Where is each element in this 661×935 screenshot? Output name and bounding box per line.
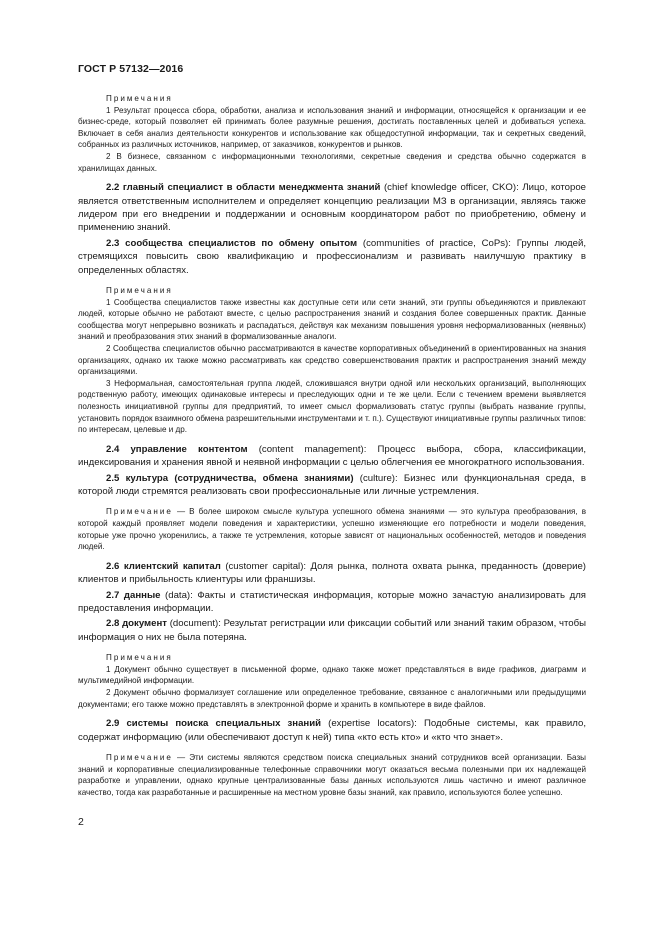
term-definition: (communities of practice, CoPs): Группы людей, стремящихся повысить свою квалификацию и профессионализм и развивать наилучшую практику в определенных областях.	[78, 237, 586, 276]
term-heading: 2.2 главный специалист в области менеджмента знаний	[106, 182, 381, 194]
term-2-8	[78, 617, 586, 644]
note-item: 1 Результат процесса сбора, обработки, анализа и использования знаний и информации, относящейся к организации и ее бизнес-среде, который позволяет ей принимать более разумные решения, достигать поставленных целей и добиваться успеха. Включает в себя анализ деятельности конкурентов и использование как общедоступной информации, так и секретных сведений, собранных из различных источников, например, от заказчиков, конкурентов и рынков.	[78, 105, 586, 150]
term-heading: 2.5 культура (сотрудничества, обмена знаниями)	[106, 472, 354, 484]
note-text: — В более широком смысле культура успешного обмена знаниями — это культура преобразования, в которой каждый проявляет модели поведения и характеристики, успешно изменяющие его потребности и модели поведения, которые уже прочно укоренились, а также те устремления, которые зависят от национальных особенностей, методов и поведения людей.	[78, 507, 586, 552]
term-heading: 2.9 системы поиска специальных знаний	[106, 718, 322, 730]
note-item: 1 Сообщества специалистов также известны как доступные сети или сети знаний, эти группы объединяются и привлекают людей, которые обычно не работают вместе, с целью распространения знаний и создания более совершенных практик. Данные сообщества могут непрерывно возникать и распадаться, действуя как механизм повышения уровня неформализованных (неявных) знаний и преобразования этих знаний в формализованные аналоги.	[78, 297, 586, 342]
document-body	[78, 93, 586, 805]
document-header: ГОСТ Р 57132—2016	[78, 63, 184, 75]
notes-heading: Примечания	[106, 653, 173, 663]
note-text: — Эти системы являются средством поиска специальных знаний сотрудников всей организации. Базы знаний и корпоративные специализированные телефонные справочники могут оказаться весьма полезными при их надлежащей разработке и управлении, однако крупные централизованные базы данных используются лишь частично и имеют различное качество, тогда как разработанные и расширенные на местном уровне базы знаний, как правило, используются более успешно.	[78, 752, 586, 797]
note-label: Примечание	[106, 752, 173, 762]
notes-block	[78, 652, 586, 710]
term-2-4	[78, 443, 586, 470]
notes-block	[78, 93, 586, 174]
term-definition: (customer capital): Доля рынка, полнота охвата рынка, преданность (доверие) клиентов и прибыльность клиентуры или франшизы.	[78, 560, 586, 586]
notes-heading: Примечания	[106, 94, 173, 103]
note-item: 2 В бизнесе, связанном с информационными технологиями, секретные сведения и средства обычно содержатся в хранилищах данных.	[78, 151, 586, 173]
note-item: 2 Сообщества специалистов обычно рассматриваются в качестве корпоративных объединений в ориентированных на знания организациях, однако их также можно рассматривать как средство совершенствования практик и распространения знаний между организациями.	[78, 343, 586, 377]
term-2-3	[78, 237, 586, 277]
term-definition: (chief knowledge officer, CKO): Лицо, которое является ответственным исполнителем и определяет концепцию реализации МЗ в организации, являясь также лидером при его внедрении и поддержании и основным координатором работ по приобретению, обмену и применению знаний.	[78, 182, 586, 234]
term-definition: (expertise locators): Подобные системы, как правило, содержат информацию (или обеспечивают доступ к ней) типа «кто есть кто» и «кто что знает».	[78, 718, 586, 743]
notes-heading: Примечания	[106, 286, 173, 295]
note-label: Примечание	[106, 507, 173, 517]
term-heading: 2.8 документ	[106, 618, 167, 630]
term-2-6	[78, 560, 586, 587]
term-2-5	[78, 472, 586, 499]
note-item: 3 Неформальная, самостоятельная группа людей, сложившаяся внутри одной или нескольких организаций, выполняющих родственную работу, имеющих одинаковые интересы и преследующих одни и те же цели. Если с течением времени выявляется полезность инициативной группы для предприятий, то имеет смысл формализовать статус группы (выбрать название группы, установить порядок взаимного обмена разрешительными инструментами и т. п.). Существуют инициативные группы различных типов: по интересам, целевые и др.	[78, 378, 586, 435]
term-heading: 2.6 клиентский капитал	[106, 560, 221, 572]
term-heading: 2.3 сообщества специалистов по обмену опытом	[106, 237, 358, 249]
term-definition: (content management): Процесс выбора, сбора, классификации, индексирования и хранения явной и неявной информации с целью облегчения ее многократного использования.	[78, 443, 586, 469]
notes-block	[78, 752, 586, 798]
term-definition: (data): Факты и статистическая информация, которые можно зачастую анализировать для предоставления информации.	[78, 589, 586, 614]
page-number: 2	[78, 816, 84, 828]
note-item	[78, 506, 586, 552]
term-2-9	[78, 717, 586, 744]
term-definition: (document): Результат регистрации или фиксации событий или знаний таким образом, чтобы информация о них не была потеряна.	[78, 618, 587, 643]
notes-block	[78, 285, 586, 436]
term-2-2	[78, 181, 586, 235]
note-item: 1 Документ обычно существует в письменной форме, однако также может представляться в виде графиков, диаграмм и мультимедийной информации.	[78, 664, 586, 686]
term-heading: 2.7 данные	[106, 589, 161, 601]
notes-block	[78, 506, 586, 552]
note-item: 2 Документ обычно формализует соглашение или определенное требование, связанное с аналогичными или предыдущими документами; его также можно представлять в электронной форме и хранить в компьютере в виде файлов.	[78, 687, 586, 709]
term-2-7	[78, 589, 586, 616]
term-heading: 2.4 управление контентом	[106, 443, 248, 455]
term-definition: (culture): Бизнес или функциональная среда, в которой люди стремятся реализовать свои профессиональные или личные устремления.	[78, 472, 587, 497]
note-item	[78, 752, 586, 798]
